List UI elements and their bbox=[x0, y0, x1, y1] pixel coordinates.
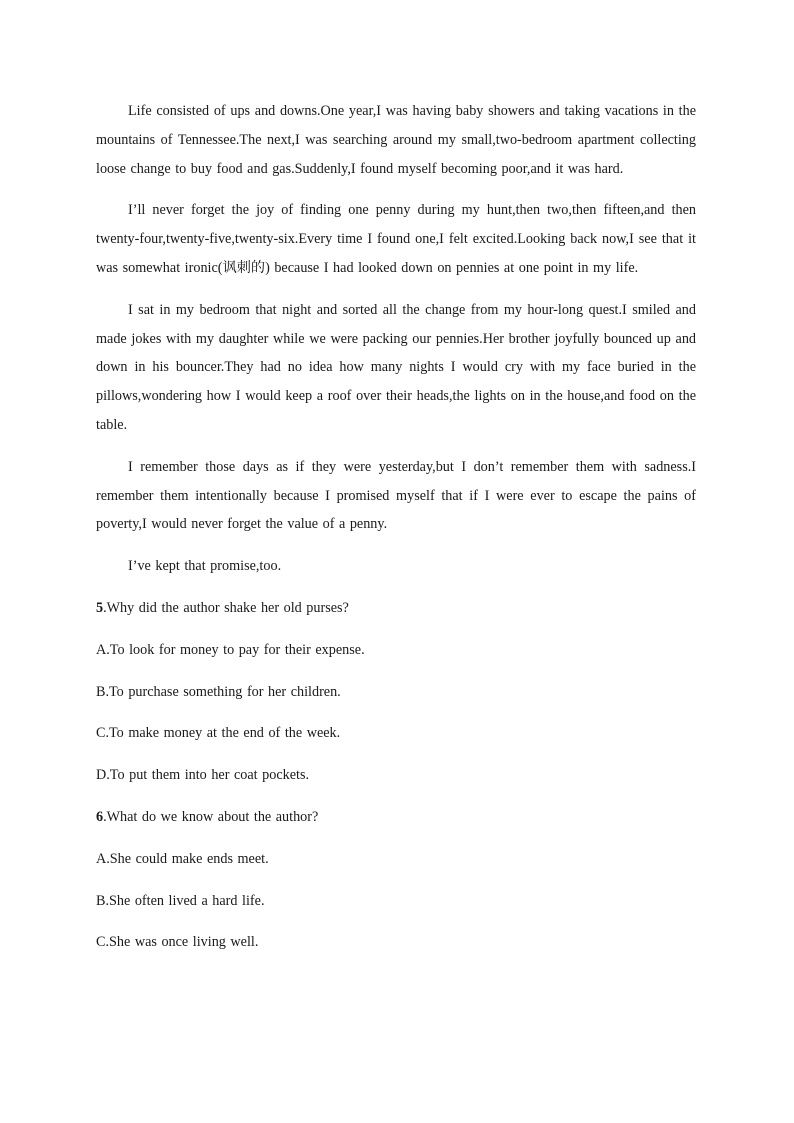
question-5 bbox=[96, 594, 696, 790]
question-5-option-a: A.To look for money to pay for their expense. bbox=[96, 641, 365, 658]
question-5-text: .Why did the author shake her old purses? bbox=[103, 599, 349, 616]
question-6 bbox=[96, 803, 696, 957]
passage-paragraph-4: I remember those days as if they were yesterday,but I don’t remember them with sadness.I remember them intentionally because I promised myself that if I were ever to escape the pains of poverty,I would never forget the value of a penny. bbox=[96, 458, 696, 533]
passage-paragraph-1: Life consisted of ups and downs.One year,I was having baby showers and taking vacations in the mountains of Tennessee.The next,I was searching around my small,two-bedroom apartment collecting loose change to buy food and gas.Suddenly,I found myself becoming poor,and it was hard. bbox=[96, 103, 696, 177]
question-6-option-a: A.She could make ends meet. bbox=[96, 850, 269, 867]
question-5-number: 5 bbox=[96, 599, 104, 616]
question-6-text: .What do we know about the author? bbox=[103, 808, 319, 825]
question-5-option-b: B.To purchase something for her children. bbox=[96, 683, 341, 700]
question-6-stem bbox=[96, 803, 696, 832]
question-6-number: 6 bbox=[96, 808, 104, 825]
question-5-stem bbox=[96, 594, 696, 623]
passage-paragraph-3: I sat in my bedroom that night and sorted all the change from my hour-long quest.I smiled and made jokes with my daughter while we were packing our pennies.Her brother joyfully bounced up and down in his bouncer.They had no idea how many nights I would cry with my face buried in the pillows,wondering how I would keep a roof over their heads,the lights on in the house,and food on the table. bbox=[96, 301, 696, 433]
reading-passage bbox=[96, 97, 696, 581]
question-6-option-b: B.She often lived a hard life. bbox=[96, 892, 265, 909]
passage-paragraph-2: I’ll never forget the joy of finding one penny during my hunt,then two,then fifteen,and then twenty-four,twenty-five,twenty-six.Every time I found one,I felt excited.Looking back now,I see that it was somewhat ironic(讽刺的) because I had looked down on pennies at one point in my life. bbox=[96, 202, 696, 276]
question-6-option-c: C.She was once living well. bbox=[96, 934, 259, 951]
question-5-option-c: C.To make money at the end of the week. bbox=[96, 725, 341, 742]
document-page bbox=[96, 97, 696, 970]
passage-paragraph-5: I’ve kept that promise,too. bbox=[128, 558, 282, 575]
question-5-option-d: D.To put them into her coat pockets. bbox=[96, 767, 310, 784]
